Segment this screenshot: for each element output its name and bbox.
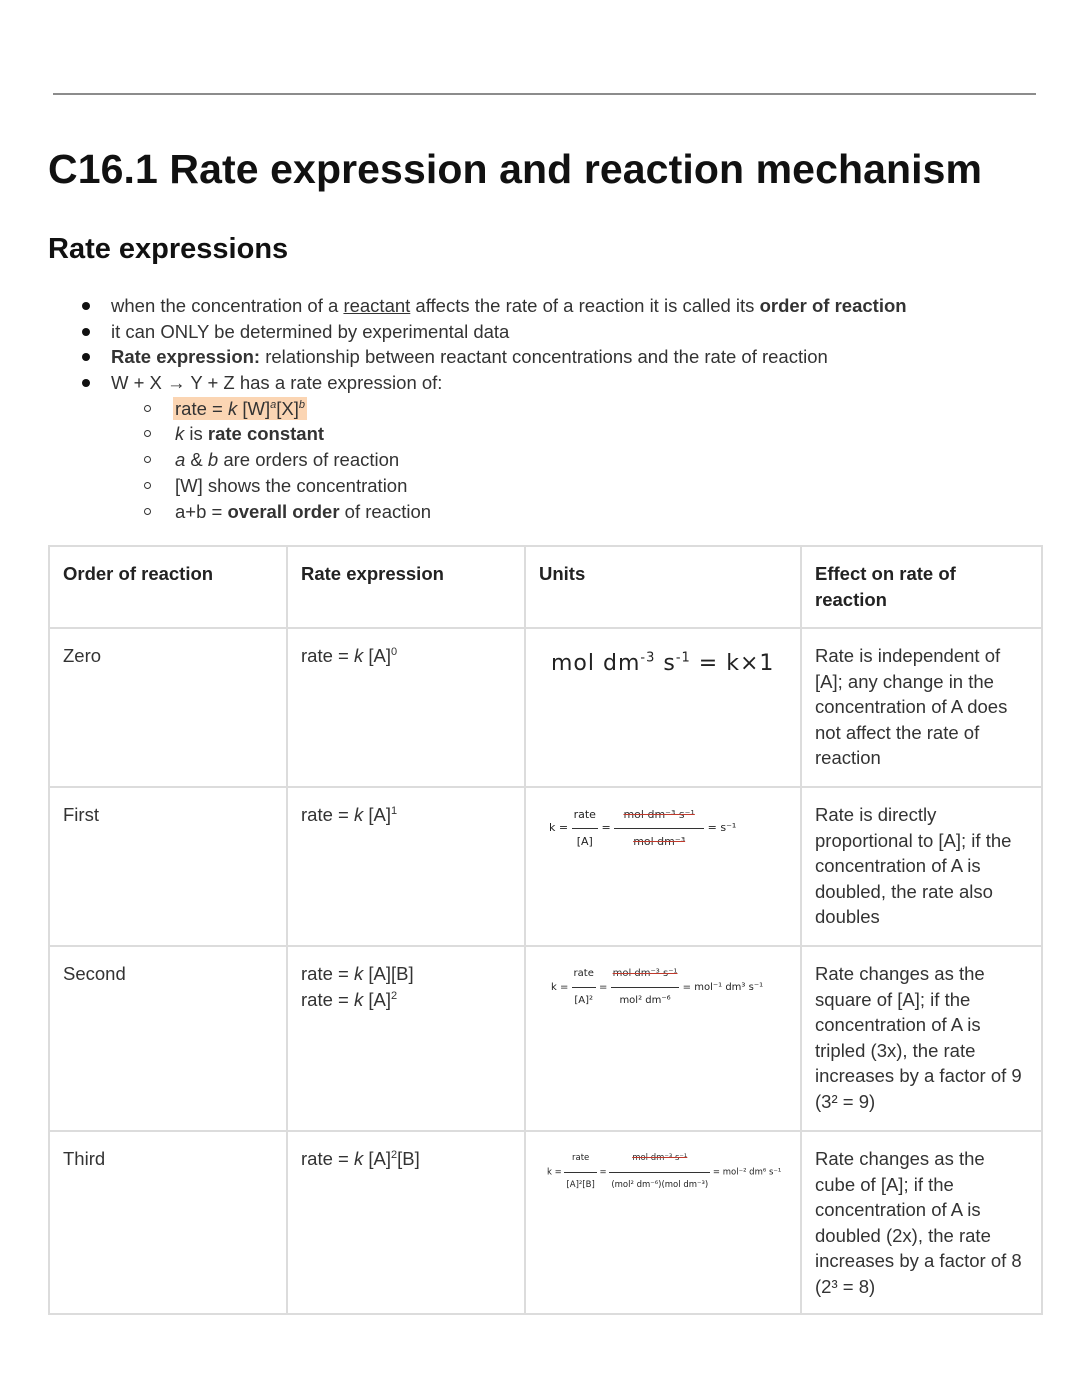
sub-bullet-item: k is rate constant [78, 421, 907, 447]
section-heading: Rate expressions [48, 233, 289, 265]
bullet-item: it can ONLY be determined by experimental data [78, 319, 907, 345]
effect-cell: Rate changes as the square of [A]; if the concentration of A is tripled (3x), the rate increases by a factor of 9 (3² = 9) [801, 946, 1042, 1131]
units-cell [525, 787, 801, 946]
column-header: Order of reaction [49, 546, 287, 628]
table-row [49, 787, 1042, 946]
order-cell: Second [49, 946, 287, 1131]
rate-expression-cell: rate = k $[A]^0$ [287, 628, 525, 787]
page-title: C16.1 Rate expression and reaction mechanism [48, 146, 983, 192]
column-header: Effect on rate of reaction [801, 546, 1042, 628]
bullet-icon [82, 302, 90, 310]
bullet-icon [82, 379, 90, 387]
table-row [49, 628, 1042, 787]
table-row [49, 1131, 1042, 1314]
sub-bullet-item: a+b = overall order of reaction [78, 499, 907, 525]
hollow-bullet-icon [144, 508, 151, 515]
horizontal-rule [53, 93, 1036, 95]
hollow-bullet-icon [144, 482, 151, 489]
bullet-list [78, 293, 907, 524]
table-header-row [49, 546, 1042, 628]
rate-expression-cell: rate = k $[A]^2[B]$ [287, 1131, 525, 1314]
order-of-reaction-table [48, 545, 1043, 1315]
order-cell: Zero [49, 628, 287, 787]
table-row [49, 946, 1042, 1131]
bullet-icon [82, 353, 90, 361]
column-header: Rate expression [287, 546, 525, 628]
order-cell: First [49, 787, 287, 946]
handwritten-units: mol $dm^{-3}$ $s^{-1} = k\times 1$ [551, 650, 775, 676]
rate-expression-cell: rate = k [A][B] rate = k $[A]^2$ [287, 946, 525, 1131]
bullet-item: W + X → Y + Z has a rate expression of: [78, 370, 907, 396]
bullet-icon [82, 328, 90, 336]
sub-bullet-list [78, 396, 907, 524]
sub-bullet-item: [W] shows the concentration [78, 473, 907, 499]
bullet-item: when the concentration of a reactant affects the rate of a reaction it is called its order of reaction [78, 293, 907, 319]
sub-bullet-item: a & b are orders of reaction [78, 447, 907, 473]
effect-cell: Rate changes as the cube of [A]; if the concentration of A is doubled (2x), the rate increases by a factor of 8 (2³ = 8) [801, 1131, 1042, 1314]
units-cell [525, 946, 801, 1131]
order-cell: Third [49, 1131, 287, 1314]
effect-cell: Rate is independent of [A]; any change in the concentration of A does not affect the rate of reaction [801, 628, 1042, 787]
column-header: Units [525, 546, 801, 628]
effect-cell: Rate is directly proportional to [A]; if the concentration of A is doubled, the rate also doubles [801, 787, 1042, 946]
handwritten-units: k = $\frac{\text{rate}}{\text{[A]²}}$ = $\frac{\text{mol dm⁻³ s⁻¹}}{\text{mol² dm⁻⁶}}$ = mol⁻¹ dm³ s⁻¹ [539, 961, 787, 1013]
sub-bullet-item [78, 396, 907, 422]
handwritten-units: k = $\frac{\text{rate}}{[A]}$ = $\frac{\text{mol dm⁻³ s⁻¹}}{\text{mol dm⁻³}}$ = s⁻¹ [539, 802, 787, 854]
highlighted-formula: rate = k $[W]^a[X]^b$ [175, 397, 305, 419]
units-cell [525, 1131, 801, 1314]
rate-expression-cell: rate = k $[A]^1$ [287, 787, 525, 946]
hollow-bullet-icon [144, 430, 151, 437]
handwritten-units: k = $\frac{\text{rate}}{\text{[A]²[B]}}$ = $\frac{\text{mol dm⁻³ s⁻¹}}{\text{(mol² dm⁻⁶)(mol dm⁻³)}}$ = mol⁻² dm⁶ s⁻¹ [539, 1146, 787, 1198]
units-cell [525, 628, 801, 787]
hollow-bullet-icon [144, 405, 151, 412]
hollow-bullet-icon [144, 456, 151, 463]
bullet-item: Rate expression: relationship between reactant concentrations and the rate of reaction [78, 344, 907, 370]
